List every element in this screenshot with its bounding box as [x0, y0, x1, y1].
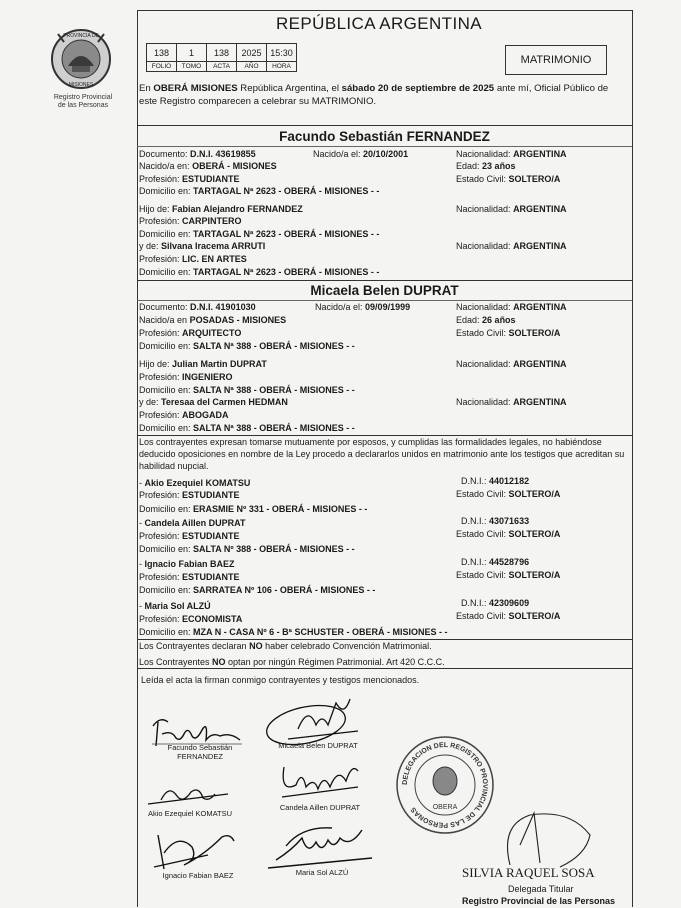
intro-paragraph: En OBERÁ MISIONES República Argentina, el sábado 20 de septiembre de 2025 ante mí, Oficial Público de este Registro comparecen a celebrar su MATRIMONIO.	[139, 83, 609, 107]
groom-mother-profession: Profesión: LIC. EN ARTES	[139, 254, 247, 264]
groom-father-nationality: Nacionalidad: ARGENTINA	[456, 204, 567, 214]
acta-value: 138	[207, 44, 237, 62]
provincial-registry-logo	[50, 28, 112, 90]
witness-name: - Ignacio Fabian BAEZ	[139, 559, 235, 569]
groom-profession: Profesión: ESTUDIANTE	[139, 174, 240, 184]
witness-name: - Candela Aillen DUPRAT	[139, 518, 246, 528]
anio-value: 2025	[237, 44, 267, 62]
witness-address: Domicilio en: SALTA Nº 388 - OBERÁ - MISIONES - -	[139, 544, 355, 554]
groom-mother-address: Domicilio en: TARTAGAL Nª 2623 - OBERÁ - MISIONES - -	[139, 267, 380, 277]
signature-witness-4	[262, 820, 377, 870]
page-title: REPÚBLICA ARGENTINA	[276, 14, 482, 33]
signature-caption-witness-2: Candela Aillen DUPRAT	[279, 803, 361, 812]
folio-value: 138	[147, 44, 177, 62]
official-role: Delegada Titular	[508, 884, 574, 894]
bride-nationality: Nacionalidad: ARGENTINA	[456, 302, 567, 312]
bride-name: Micaela Belen DUPRAT	[310, 283, 459, 298]
witness-civil-status: Estado Civil: SOLTERO/A	[456, 570, 561, 580]
bride-father-nationality: Nacionalidad: ARGENTINA	[456, 359, 567, 369]
witness-profession: Profesión: ECONOMISTA	[139, 614, 243, 624]
anio-label: AÑO	[237, 62, 267, 72]
record-number-grid	[146, 43, 297, 72]
divider	[137, 125, 632, 126]
record-type-box: MATRIMONIO	[505, 45, 607, 75]
signature-caption-witness-4: Maria Sol ALZÚ	[295, 868, 349, 877]
groom-address: Domicilio en: TARTAGAL Nª 2623 - OBERÁ - MISIONES - -	[139, 186, 380, 196]
registry-seal	[395, 735, 495, 835]
groom-mother-nationality: Nacionalidad: ARGENTINA	[456, 241, 567, 251]
groom-nationality: Nacionalidad: ARGENTINA	[456, 149, 567, 159]
groom-born: Nacido/a el: 20/10/2001	[313, 149, 409, 159]
official-org: Registro Provincial de las Personas	[462, 896, 616, 906]
groom-father: Hijo de: Fabian Alejandro FERNANDEZ	[139, 204, 303, 214]
divider	[137, 300, 632, 301]
seal-center-text: OBERA	[432, 804, 458, 811]
signature-witness-2	[278, 757, 363, 802]
bride-age: Edad: 26 años	[456, 315, 516, 325]
regimen-statement: Los Contrayentes NO optan por ningún Régimen Patrimonial. Art 420 C.C.C.	[139, 657, 445, 667]
bride-mother-address: Domicilio en: SALTA Nª 388 - OBERÁ - MISIONES - -	[139, 423, 355, 433]
witness-dni: D.N.I.: 44012182	[461, 476, 530, 486]
declaration-paragraph: Los contrayentes expresan tomarse mutuamente por esposos, y cumplidas las formalidades legales, no habiéndose deducido oposiciones en nombre de la Ley procedo a declararlos unidos en matrimonio ante los testigos que acreditan su habilidad nupcial.	[139, 437, 625, 471]
logo-caption: Registro Provincial de las Personas	[53, 94, 113, 109]
bride-doc: Documento: D.N.I. 41901030	[139, 302, 256, 312]
divider	[137, 146, 632, 147]
seal-ring-text: DELEGACION DEL REGISTRO PROVINCIAL DE LAS PERSONAS	[401, 741, 489, 829]
bride-civil-status: Estado Civil: SOLTERO/A	[456, 328, 561, 338]
signature-witness-1	[143, 780, 238, 810]
bride-father: Hijo de: Julian Martin DUPRAT	[139, 359, 267, 369]
signature-caption-witness-1: Akio Ezequiel KOMATSU	[147, 809, 233, 818]
witness-civil-status: Estado Civil: SOLTERO/A	[456, 611, 561, 621]
groom-birthplace: Nacido/a en: OBERÁ - MISIONES	[139, 161, 277, 171]
bride-profession: Profesión: ARQUITECTO	[139, 328, 242, 338]
bride-father-profession: Profesión: INGENIERO	[139, 372, 233, 382]
groom-mother: y de: Silvana Iracema ARRUTI	[139, 241, 266, 251]
divider	[137, 639, 632, 640]
folio-label: FOLIO	[147, 62, 177, 72]
witness-dni: D.N.I.: 43071633	[461, 516, 530, 526]
signature-caption-bride: Micaela Belen DUPRAT	[278, 741, 358, 750]
signature-caption-witness-3: Ignacio Fabian BAEZ	[162, 871, 234, 880]
divider	[137, 280, 632, 281]
witness-name: - Maria Sol ALZÚ	[139, 601, 211, 611]
bride-mother-nationality: Nacionalidad: ARGENTINA	[456, 397, 567, 407]
witness-address: Domicilio en: ERASMIE Nº 331 - OBERÁ - MISIONES - -	[139, 504, 368, 514]
convention-statement: Los Contrayentes declaran NO haber celebrado Convención Matrimonial.	[139, 641, 432, 651]
witness-profession: Profesión: ESTUDIANTE	[139, 572, 240, 582]
bride-mother-profession: Profesión: ABOGADA	[139, 410, 229, 420]
official-name: SILVIA RAQUEL SOSA	[462, 865, 595, 880]
bride-birthplace: Nacido/a en POSADAS - MISIONES	[139, 315, 287, 325]
groom-father-profession: Profesión: CARPINTERO	[139, 216, 242, 226]
logo-ring-bottom: MISIONES	[68, 82, 94, 88]
tomo-label: TOMO	[177, 62, 207, 72]
witness-dni: D.N.I.: 42309609	[461, 598, 530, 608]
witness-profession: Profesión: ESTUDIANTE	[139, 490, 240, 500]
acta-label: ACTA	[207, 62, 237, 72]
bride-mother: y de: Teresaa del Carmen HEDMAN	[139, 397, 288, 407]
witness-address: Domicilio en: SARRATEA Nº 106 - OBERÁ - MISIONES - -	[139, 585, 376, 595]
tomo-value: 1	[177, 44, 207, 62]
witness-civil-status: Estado Civil: SOLTERO/A	[456, 489, 561, 499]
groom-name: Facundo Sebastián FERNANDEZ	[279, 129, 490, 144]
groom-age: Edad: 23 años	[456, 161, 516, 171]
groom-doc: Documento: D.N.I. 43619855	[139, 149, 256, 159]
witness-name: - Akio Ezequiel KOMATSU	[139, 478, 251, 488]
signature-witness-3	[148, 825, 243, 875]
hora-value: 15:30	[267, 44, 297, 62]
witness-civil-status: Estado Civil: SOLTERO/A	[456, 529, 561, 539]
signature-caption-groom: Facundo Sebastián FERNANDEZ	[167, 743, 233, 761]
groom-father-address: Domicilio en: TARTAGAL Nª 2623 - OBERÁ - MISIONES - -	[139, 229, 380, 239]
bride-address: Domicilio en: SALTA Nª 388 - OBERÁ - MISIONES - -	[139, 341, 355, 351]
hora-label: HORA	[267, 62, 297, 72]
divider	[137, 668, 632, 669]
closing-statement: Leída el acta la firman conmigo contrayentes y testigos mencionados.	[141, 675, 420, 685]
witness-address: Domicilio en: MZA N - CASA Nº 6 - Bª SCHUSTER - OBERÁ - MISIONES - -	[139, 627, 448, 637]
witness-dni: D.N.I.: 44528796	[461, 557, 530, 567]
groom-civil-status: Estado Civil: SOLTERO/A	[456, 174, 561, 184]
logo-ring-top: PROVINCIA DE	[63, 33, 99, 39]
bride-father-address: Domicilio en: SALTA Nª 388 - OBERÁ - MISIONES - -	[139, 385, 355, 395]
bride-born: Nacido/a el: 09/09/1999	[315, 302, 411, 312]
witness-profession: Profesión: ESTUDIANTE	[139, 531, 240, 541]
